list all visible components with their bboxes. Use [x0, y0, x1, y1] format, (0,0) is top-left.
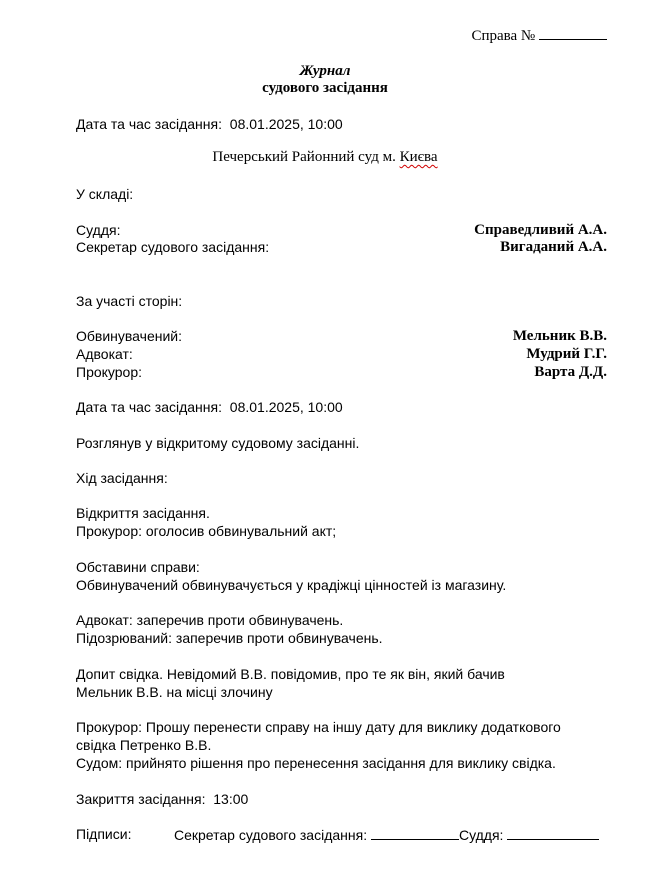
session-datetime-line	[76, 115, 343, 133]
closing-label: Закриття засідання:	[76, 791, 206, 807]
suspect-objection: Підозрюваний: заперечив проти обвинувачень.	[76, 630, 383, 646]
proceedings-datetime-label: Дата та час засідання:	[76, 399, 222, 415]
lawyer-label: Адвокат:	[76, 346, 133, 362]
court-city: Києва	[399, 149, 438, 165]
judge-name: Справедливий А.А.	[474, 222, 607, 238]
lawyer-objection: Адвокат: заперечив проти обвинувачень.	[76, 612, 344, 628]
parties-label: За участі сторін:	[76, 293, 183, 309]
prosecutor-request-line-1: Прокурор: Прошу перенести справу на іншу дату для виклику додаткового	[76, 719, 561, 735]
prosecutor-request-line-2: свідка Петренко В.В.	[76, 737, 212, 753]
document-title: Журнал	[299, 63, 351, 79]
prosecutor-indictment: Прокурор: оголосив обвинувальний акт;	[76, 523, 337, 539]
prosecutor-label: Прокурор:	[76, 364, 143, 380]
open-session-statement: Розглянув у відкритому судовому засіданні.	[76, 435, 360, 451]
secretary-signature-blank[interactable]	[371, 825, 459, 840]
court-name	[0, 148, 650, 166]
court-name-prefix: Печерський Районний суд м.	[212, 149, 396, 165]
proceedings-datetime-line	[76, 398, 343, 416]
case-number-line	[471, 25, 607, 45]
case-number-blank[interactable]	[539, 25, 607, 40]
signatures-label: Підписи:	[76, 826, 132, 842]
signatures-secretary-label: Секретар судового засідання:	[174, 827, 368, 843]
witness-line-2: Мельник В.В. на місці злочину	[76, 684, 273, 700]
composition-label: У складі:	[76, 186, 134, 202]
signatures-judge-label: Суддя:	[458, 827, 504, 843]
circumstances-text: Обвинувачений обвинувачується у крадіжці цінностей із магазину.	[76, 577, 507, 593]
judge-signature-blank[interactable]	[507, 825, 599, 840]
session-datetime-label: Дата та час засідання:	[76, 116, 222, 132]
opening-statement: Відкриття засідання.	[76, 505, 210, 521]
secretary-name: Вигаданий А.А.	[500, 239, 607, 255]
accused-name: Мельник В.В.	[512, 328, 607, 344]
judge-label: Суддя:	[76, 222, 121, 238]
course-label: Хід засідання:	[76, 470, 168, 486]
closing-time: 13:00	[213, 791, 249, 807]
prosecutor-name: Варта Д.Д.	[534, 364, 607, 380]
accused-label: Обвинувачений:	[76, 328, 182, 344]
closing-line	[76, 790, 248, 808]
session-datetime-value: 08.01.2025, 10:00	[229, 116, 343, 132]
proceedings-datetime-value: 08.01.2025, 10:00	[229, 399, 343, 415]
court-decision: Судом: прийнято рішення про перенесення засідання для виклику свідка.	[76, 755, 556, 771]
secretary-label: Секретар судового засідання:	[76, 239, 270, 255]
lawyer-name: Мудрий Г.Г.	[526, 346, 607, 362]
circumstances-label: Обставини справи:	[76, 559, 200, 575]
signatures-secretary-line	[174, 825, 599, 844]
case-number-label: Справа №	[471, 28, 536, 44]
document-subtitle: судового засідання	[262, 80, 388, 96]
witness-line-1: Допит свідка. Невідомий В.В. повідомив, про те як він, який бачив	[76, 666, 505, 682]
